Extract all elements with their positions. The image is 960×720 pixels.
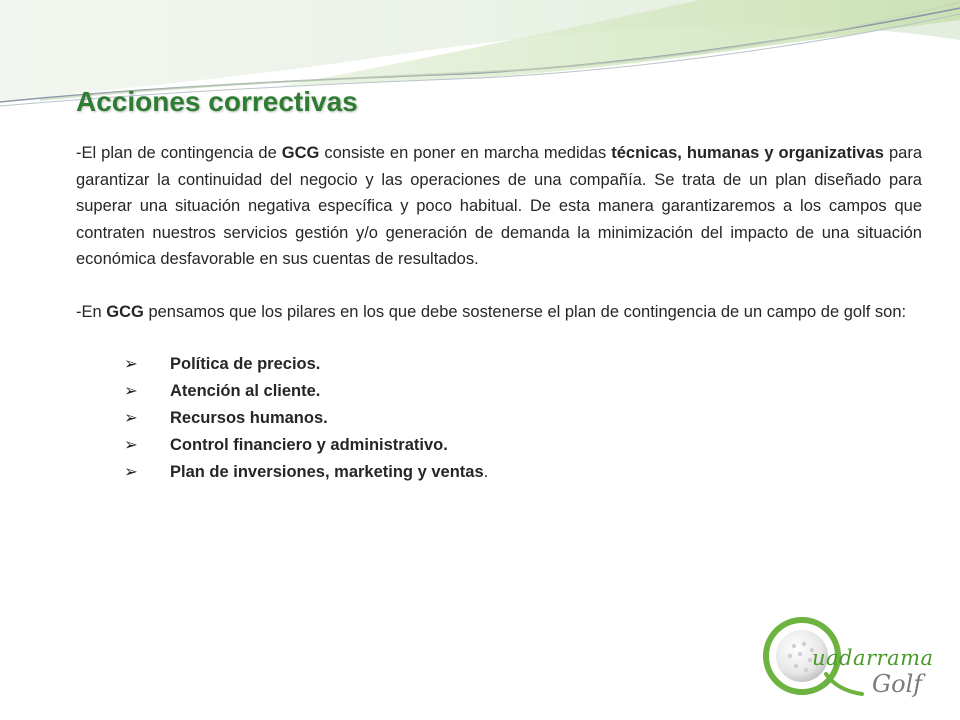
p1-gcg: GCG: [281, 144, 320, 162]
pillar-label: Plan de inversiones, marketing y ventas: [170, 463, 484, 482]
pillar-label: Atención al cliente.: [170, 382, 321, 401]
logo-wordmark-golf: Golf: [872, 670, 923, 698]
list-item: [124, 459, 922, 486]
p2-text-a: -En: [76, 302, 107, 321]
p2-text-b: pensamos que los pilares en los que debe sostenerse el plan de contingencia de un campo de golf son:: [143, 302, 907, 321]
slide-body: [76, 140, 922, 486]
slide-title: Acciones correctivas: [76, 86, 358, 117]
list-item: [124, 378, 922, 405]
arrow-bullet-icon: ➢: [124, 382, 138, 401]
paragraph-pillars-intro: [76, 299, 922, 326]
pillar-suffix: .: [483, 463, 489, 482]
pillars-list: [76, 351, 922, 486]
paragraph-contingency-plan: [76, 140, 922, 273]
list-item: [124, 405, 922, 432]
spacer: [76, 325, 922, 351]
p2-gcg: GCG: [106, 302, 144, 321]
pillar-label: Política de precios.: [170, 355, 321, 374]
p1-text-b: consiste en poner en marcha medidas: [319, 144, 612, 162]
list-item: [124, 351, 922, 378]
arrow-bullet-icon: ➢: [124, 463, 138, 482]
p1-text-a: -El plan de contingencia de: [76, 144, 282, 162]
p1-text-c: para garantizar la continuidad del negocio y las operaciones de una compañía. Se trata de un plan diseñado para superar una situación negativa específica y poco habitual. De esta manera garantizaremos a los campos que contraten nuestros servicios gestión y/o generación de demanda la minimización del impacto de una situación económica desfavorable en sus cuentas de resultados.: [76, 144, 923, 268]
arrow-bullet-icon: ➢: [124, 436, 138, 455]
list-item: [124, 432, 922, 459]
pillar-label: Control financiero y administrativo.: [170, 436, 448, 455]
spacer: [76, 273, 922, 299]
pillar-label: Recursos humanos.: [170, 409, 328, 428]
arrow-bullet-icon: ➢: [124, 355, 138, 374]
p1-measures-bold: técnicas, humanas y organizativas: [611, 144, 884, 162]
logo-wordmark: uadarrama: [812, 646, 934, 670]
arrow-bullet-icon: ➢: [124, 409, 138, 428]
